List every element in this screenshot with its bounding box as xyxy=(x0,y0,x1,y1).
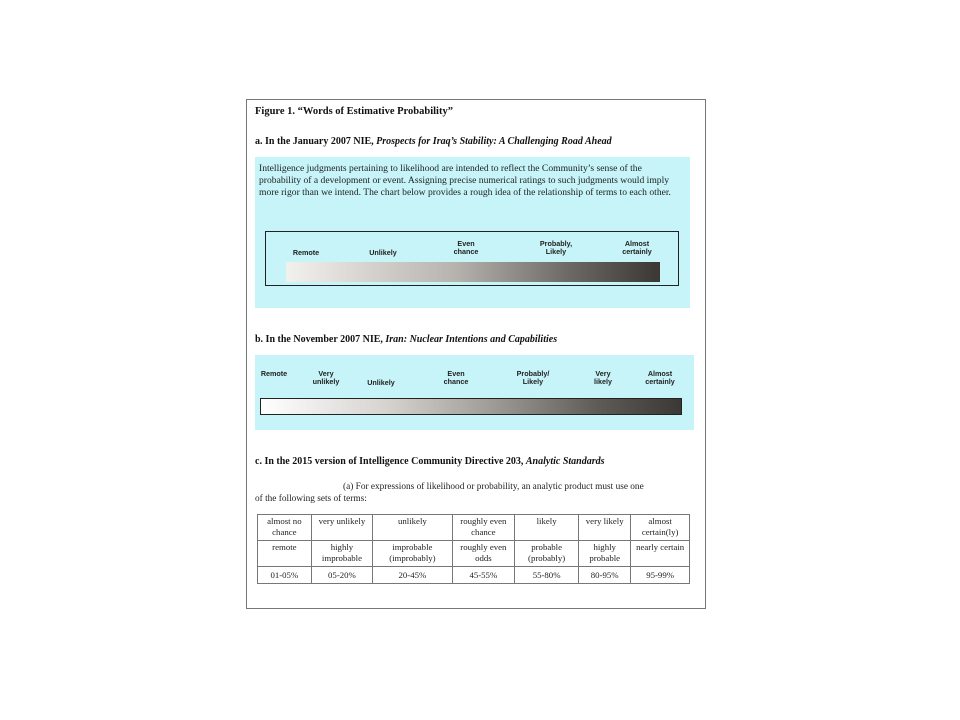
scale-b-label-almost-certainly: Almost certainly xyxy=(645,369,675,386)
table-cell: roughly even odds xyxy=(452,541,515,567)
section-c-intro-line1: (a) For expressions of likelihood or probability, an analytic product must use one xyxy=(343,482,644,492)
table-cell: likely xyxy=(515,515,579,541)
table-cell: almost certain(ly) xyxy=(631,515,690,541)
scale-b-gradient-bar xyxy=(260,398,682,415)
table-cell: highly probable xyxy=(579,541,631,567)
table-cell: remote xyxy=(258,541,312,567)
table-cell: probable (probably) xyxy=(515,541,579,567)
section-b-box xyxy=(255,355,694,430)
table-cell: 95-99% xyxy=(631,567,690,584)
scale-b-label-even-chance: Even chance xyxy=(443,369,469,386)
section-a-scale xyxy=(265,231,679,286)
scale-b-label-very-unlikely: Very unlikely xyxy=(312,369,340,386)
table-cell: nearly certain xyxy=(631,541,690,567)
scale-a-label-unlikely: Unlikely xyxy=(369,248,397,257)
table-cell: 45-55% xyxy=(452,567,515,584)
table-cell: roughly even chance xyxy=(452,515,515,541)
section-a-box xyxy=(255,157,690,308)
table-cell: 80-95% xyxy=(579,567,631,584)
scale-b-label-remote: Remote xyxy=(260,369,288,378)
table-cell: 01-05% xyxy=(258,567,312,584)
section-a-paragraph: Intelligence judgments pertaining to likelihood are intended to reflect the Community’s sense of the probability of a development or event. Assigning precise numerical ratings to such judgments would imply more rigor than we intend. The chart below provides a rough idea of the relationship of terms to each other. xyxy=(259,163,671,198)
table-cell: improbable (improbably) xyxy=(373,541,452,567)
section-b-heading-prefix: b. In the November 2007 NIE, xyxy=(255,334,386,345)
table-row xyxy=(258,515,690,541)
scale-b-label-probably-likely: Probably/ Likely xyxy=(516,369,550,386)
scale-a-label-remote: Remote xyxy=(292,248,320,257)
table-cell: almost no chance xyxy=(258,515,312,541)
table-row xyxy=(258,567,690,584)
section-c-heading xyxy=(255,456,605,467)
section-a-heading-prefix: a. In the January 2007 NIE, xyxy=(255,136,377,147)
section-a-heading xyxy=(255,136,612,147)
figure-title: Figure 1. “Words of Estimative Probability” xyxy=(255,106,453,117)
figure-page xyxy=(246,99,706,609)
table-cell: 05-20% xyxy=(311,567,372,584)
table-cell: 20-45% xyxy=(373,567,452,584)
scale-a-gradient-bar xyxy=(286,262,660,282)
section-c-heading-title: Analytic Standards xyxy=(525,456,605,467)
scale-b-label-unlikely: Unlikely xyxy=(367,378,395,387)
table-row xyxy=(258,541,690,567)
section-c-intro xyxy=(255,481,695,505)
table-cell: very unlikely xyxy=(311,515,372,541)
table-cell: highly improbable xyxy=(311,541,372,567)
scale-a-label-almost-certainly: Almost certainly xyxy=(622,239,652,256)
scale-a-label-probably-likely: Probably, Likely xyxy=(539,239,573,256)
scale-a-label-even-chance: Even chance xyxy=(453,239,479,256)
table-cell: very likely xyxy=(579,515,631,541)
section-b-heading-title: Iran: Nuclear Intentions and Capabilities xyxy=(385,334,558,345)
estimative-terms-table xyxy=(257,514,690,584)
section-a-heading-title: Prospects for Iraq’s Stability: A Challenging Road Ahead xyxy=(376,136,612,147)
section-c-heading-prefix: c. In the 2015 version of Intelligence Community Directive 203, xyxy=(255,456,526,467)
section-b-heading xyxy=(255,334,557,345)
table-cell: 55-80% xyxy=(515,567,579,584)
section-c-intro-line2: of the following sets of terms: xyxy=(255,494,367,504)
scale-b-label-very-likely: Very likely xyxy=(594,369,612,386)
table-cell: unlikely xyxy=(373,515,452,541)
